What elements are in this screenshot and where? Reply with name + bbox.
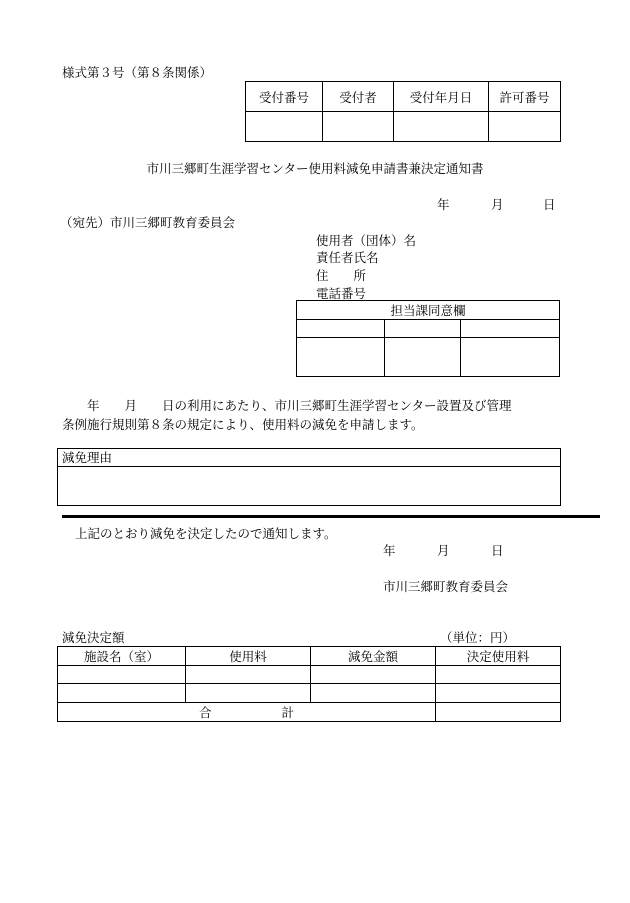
total-label-b: 計: [281, 705, 295, 720]
reduction-reason-label: 減免理由: [58, 449, 560, 467]
decision-date-day: 日: [491, 543, 504, 558]
decision-date-month: 月: [437, 543, 450, 558]
permit-number-cell[interactable]: [489, 112, 561, 142]
phone-label: 電話番号: [316, 286, 367, 301]
decision-notice: 上記のとおり減免を決定したので通知します。: [75, 526, 337, 541]
document-title: 市川三郷町生涯学習センター使用料減免申請書兼決定通知書: [146, 161, 484, 176]
decided-amount-label: 減免決定額: [62, 630, 125, 645]
application-date-month: 月: [491, 197, 504, 212]
table-cell[interactable]: [186, 684, 311, 703]
reduction-amount-header: 減免金額: [311, 647, 436, 666]
decision-date-year: 年: [383, 543, 396, 558]
total-label-a: 合: [198, 705, 212, 720]
consent-cell[interactable]: [297, 320, 385, 338]
application-text-line-2: 条例施行規則第８条の規定により、使用料の減免を申請します。: [62, 417, 424, 432]
receiver-cell[interactable]: [323, 112, 394, 142]
amount-table: [57, 646, 561, 722]
consent-cell[interactable]: [461, 320, 560, 338]
issuing-authority: 市川三郷町教育委員会: [383, 579, 509, 594]
table-cell[interactable]: [58, 684, 186, 703]
table-cell[interactable]: [58, 666, 186, 684]
reception-date-header: 受付年月日: [394, 82, 489, 112]
table-cell[interactable]: [436, 666, 561, 684]
reduction-reason-box[interactable]: [57, 448, 561, 506]
section-divider: [62, 515, 600, 518]
application-text-line-1: 年 月 日の利用にあたり、市川三郷町生涯学習センター設置及び管理: [62, 398, 512, 413]
table-cell[interactable]: [436, 684, 561, 703]
unit-label: （単位：円）: [440, 630, 516, 645]
decided-fee-header: 決定使用料: [436, 647, 561, 666]
consent-stamp-cell[interactable]: [461, 338, 560, 377]
permit-number-header: 許可番号: [489, 82, 561, 112]
table-cell[interactable]: [311, 666, 436, 684]
consent-stamp-cell[interactable]: [297, 338, 385, 377]
consent-header: 担当課同意欄: [297, 301, 560, 320]
addressee: （宛先）市川三郷町教育委員会: [60, 215, 236, 230]
table-cell[interactable]: [311, 684, 436, 703]
reception-date-cell[interactable]: [394, 112, 489, 142]
total-value-cell[interactable]: [436, 703, 561, 722]
application-date-day: 日: [543, 197, 556, 212]
reception-number-header: 受付番号: [246, 82, 323, 112]
usage-fee-header: 使用料: [186, 647, 311, 666]
consent-stamp-cell[interactable]: [385, 338, 461, 377]
consent-cell[interactable]: [385, 320, 461, 338]
address-label: 住 所: [316, 268, 367, 283]
total-label-cell: [58, 703, 436, 722]
form-number-label: 様式第３号（第８条関係）: [62, 65, 213, 80]
consent-table: [296, 300, 560, 377]
facility-name-header: 施設名（室）: [58, 647, 186, 666]
user-group-label: 使用者（団体）名: [316, 233, 417, 248]
receiver-header: 受付者: [323, 82, 394, 112]
reception-table: [245, 81, 561, 142]
reception-number-cell[interactable]: [246, 112, 323, 142]
table-cell[interactable]: [186, 666, 311, 684]
responsible-person-label: 責任者氏名: [316, 250, 379, 265]
application-date-year: 年: [437, 197, 450, 212]
